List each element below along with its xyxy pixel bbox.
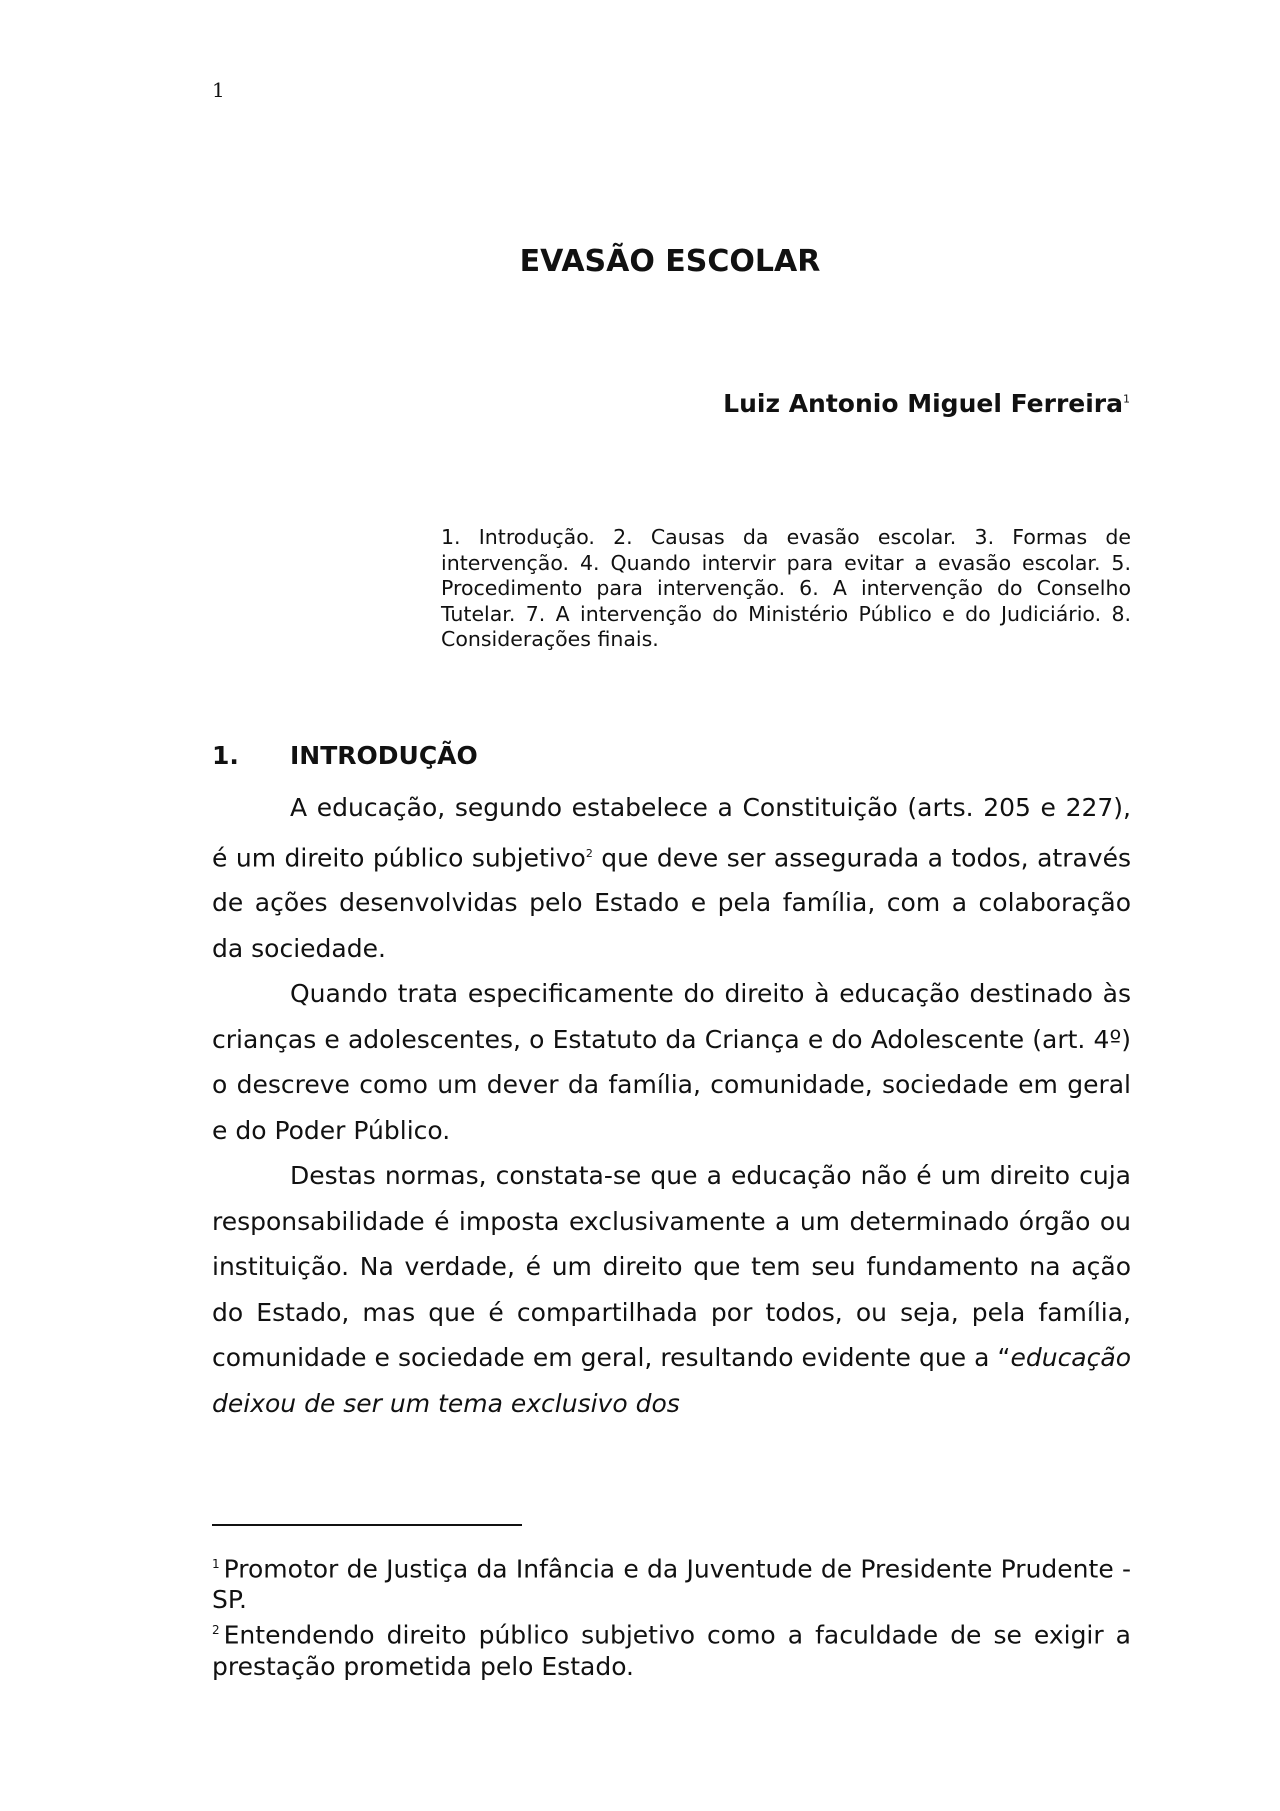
author-footnote-ref: 1 [1123, 392, 1130, 406]
body-text [212, 785, 1131, 1426]
paragraph-3 [212, 1153, 1131, 1426]
footnote-2 [212, 1615, 1131, 1681]
table-of-contents-summary: 1. Introdução. 2. Causas da evasão escolar. 3. Formas de intervenção. 4. Quando intervir para evitar a evasão escolar. 5. Procedimento para intervenção. 6. A intervenção do Conselho Tutelar. 7. A intervenção do Ministério Público e do Judiciário. 8. Considerações finais. [441, 525, 1131, 651]
author-line [723, 389, 1130, 418]
section-number: 1. [212, 741, 239, 770]
footnote-1-marker: 1 [212, 1557, 220, 1571]
paragraph-1 [212, 785, 1131, 971]
footnote-2-marker: 2 [212, 1623, 220, 1638]
page-number: 1 [212, 78, 225, 102]
document-title: EVASÃO ESCOLAR [519, 244, 821, 279]
footnote-ref-2: 2 [585, 846, 593, 860]
footnote-separator [212, 1524, 522, 1526]
footnote-1-text: Promotor de Justiça da Infância e da Juventude de Presidente Prudente - SP. [212, 1554, 1131, 1615]
author-name: Luiz Antonio Miguel Ferreira [723, 389, 1123, 418]
paragraph-3-text: Destas normas, constata-se que a educação não é um direito cuja responsabilidade é imposta exclusivamente a um determinado órgão ou instituição. Na verdade, é um direito que tem seu fundamento na ação do Estado, mas que é compartilhada por todos, ou seja, pela família, comunidade e sociedade em geral, resultando evidente que a “ [212, 1161, 1131, 1373]
footnote-1 [212, 1549, 1131, 1615]
paragraph-1-text-a: A educação, segundo estabelece a Constituição (arts. 205 e 227), é um direito público subjetivo [212, 793, 1131, 872]
section-heading [212, 741, 478, 770]
footnote-2-text: Entendendo direito público subjetivo como a faculdade de se exigir a prestação prometida pelo Estado. [212, 1620, 1131, 1681]
section-title: INTRODUÇÃO [290, 741, 478, 770]
footnotes [212, 1549, 1131, 1682]
paragraph-1-text-b: que deve ser assegurada a todos, através de ações desenvolvidas pelo Estado e pela família, com a colaboração da sociedade. [212, 842, 1131, 963]
paragraph-3-quote: educação deixou de ser um tema exclusivo dos [212, 1343, 1131, 1418]
paragraph-2: Quando trata especificamente do direito à educação destinado às crianças e adolescentes, o Estatuto da Criança e do Adolescente (art. 4º) o descreve como um dever da família, comunidade, sociedade em geral e do Poder Público. [212, 979, 1131, 1145]
